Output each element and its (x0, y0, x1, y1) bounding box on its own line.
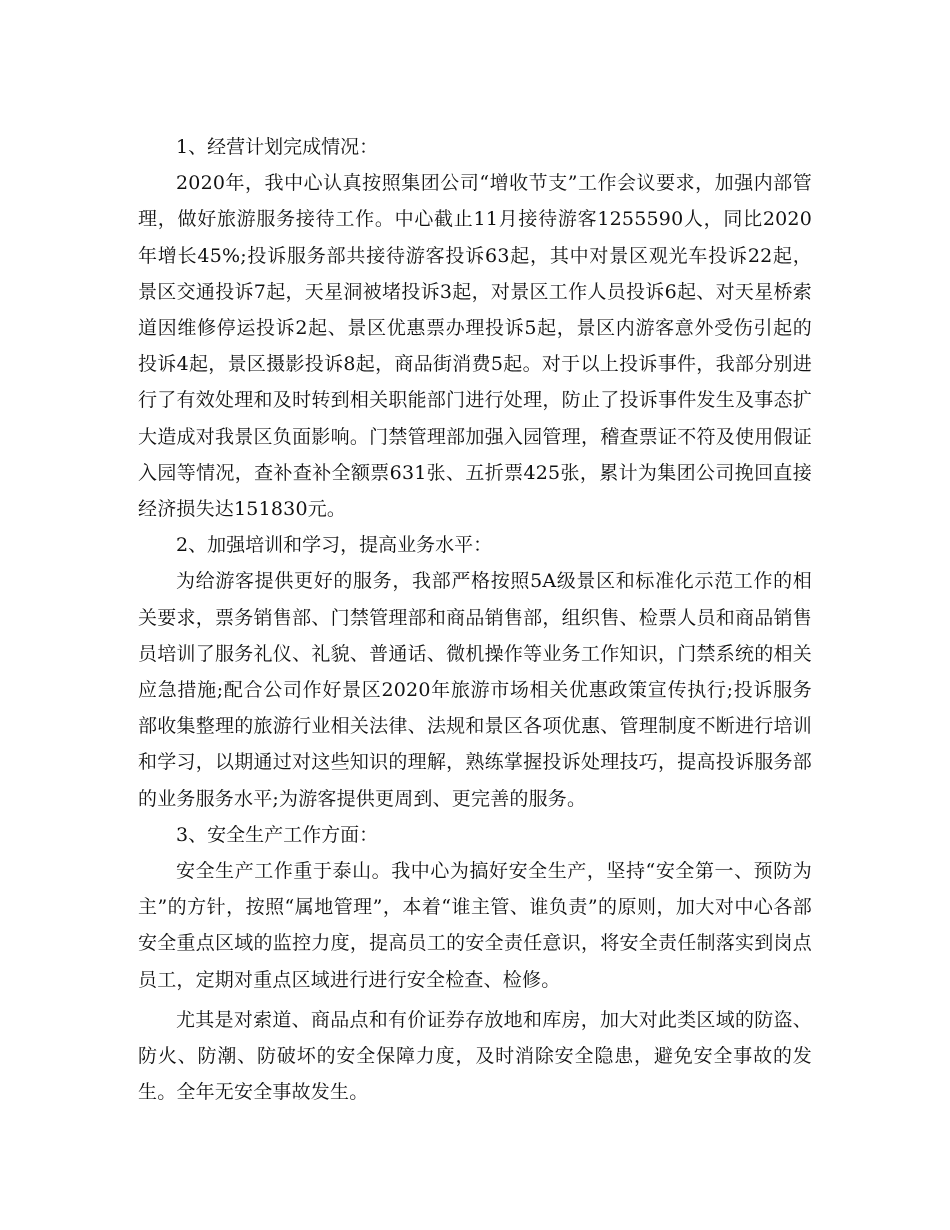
section-1-paragraph-1: 2020年，我中心认真按照集团公司“增收节支”工作会议要求，加强内部管理，做好旅游服务接待工作。中心截止11月接待游客1255590人，同比2020年增长45%;投诉服务部共接待游客投诉63起，其中对景区观光车投诉22起，景区交通投诉7起，天星洞被堵投诉3起，对景区工作人员投诉6起、对天星桥索道因维修停运投诉2起、景区优惠票办理投诉5起，景区内游客意外受伤引起的投诉4起，景区摄影投诉8起，商品街消费5起。对于以上投诉事件，我部分别进行了有效处理和及时转到相关职能部门进行处理，防止了投诉事件发生及事态扩大造成对我景区负面影响。门禁管理部加强入园管理，稽查票证不符及使用假证入园等情况，查补查补全额票631张、五折票425张，累计为集团公司挽回直接经济损失达151830元。 (138, 172, 812, 521)
section-heading-3: 3、安全生产工作方面： (176, 823, 379, 846)
section-3-paragraph-1: 安全生产工作重于泰山。我中心为搞好安全生产，坚持“安全第一、预防为主”的方针，按照“属地管理”，本着“谁主管、谁负责”的原则，加大对中心各部安全重点区域的监控力度，提高员工的安全责任意识，将安全责任制落实到岗点员工，定期对重点区域进行进行安全检查、检修。 (138, 860, 812, 991)
section-heading-2: 2、加强培训和学习，提高业务水平： (176, 534, 493, 557)
section-heading-1: 1、经营计划完成情况： (176, 136, 379, 158)
section-3-paragraph-2: 尤其是对索道、商品点和有价证券存放地和库房，加大对此类区域的防盗、防火、防潮、防破坏的安全保障力度，及时消除安全隐患，避免安全事故的发生。全年无安全事故发生。 (138, 1008, 812, 1104)
section-2-paragraph-1: 为给游客提供更好的服务，我部严格按照5A级景区和标准化示范工作的相关要求，票务销售部、门禁管理部和商品销售部，组织售、检票人员和商品销售员培训了服务礼仪、礼貌、普通话、微机操作等业务工作知识，门禁系统的相关应急措施;配合公司作好景区2020年旅游市场相关优惠政策宣传执行;投诉服务部收集整理的旅游行业相关法律、法规和景区各项优惠、管理制度不断进行培训和学习，以期通过对这些知识的理解，熟练掌握投诉处理技巧，提高投诉服务部的业务服务水平;为游客提供更周到、更完善的服务。 (138, 570, 812, 810)
